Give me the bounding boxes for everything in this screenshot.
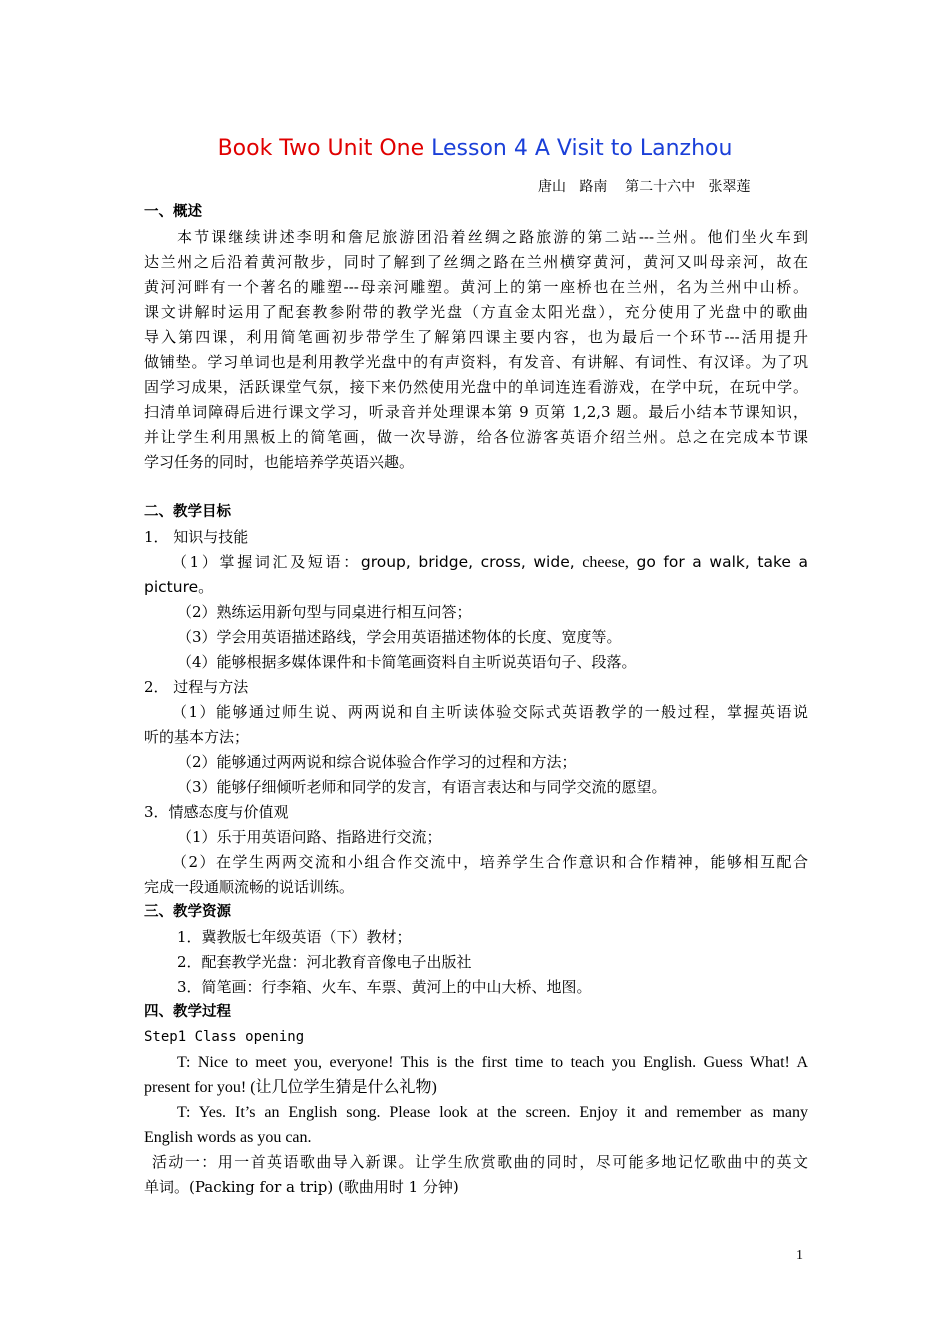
overview-line: 课文讲解时运用了配套教参附带的教学光盘（方直金太阳光盘），充分使用了光盘中的歌曲 xyxy=(144,303,808,321)
objective-item-cont: picture。 xyxy=(144,578,214,596)
overview-line: 并让学生利用黑板上的简笔画，做一次导游，给各位游客英语介绍兰州。总之在完成本节课 xyxy=(144,428,808,446)
subheading-process: 2． 过程与方法 xyxy=(144,678,249,696)
dialogue-line: T: Yes. It’s an English song. Please look at the screen. Enjoy it and remember as many xyxy=(177,1104,808,1121)
title-lesson: Lesson 4 A Visit to Lanzhou xyxy=(431,136,733,161)
objective-item-cont: 听的基本方法； xyxy=(144,728,250,746)
resource-item: 2．配套教学光盘：河北教育音像电子出版社 xyxy=(177,953,472,971)
page-number: 1 xyxy=(796,1248,803,1263)
objective-item: （2）能够通过两两说和综合说体验合作学习的过程和方法； xyxy=(177,753,577,771)
overview-line: 达兰州之后沿着黄河散步，同时了解到了丝绸之路在兰州横穿黄河，黄河又叫母亲河，故在 xyxy=(144,253,808,271)
dialogue-line: present for you! (让几位学生猜是什么礼物) xyxy=(144,1079,437,1096)
resource-item: 3．简笔画：行李箱、火车、车票、黄河上的中山大桥、地图。 xyxy=(177,978,592,996)
dialogue-line: English words as you can. xyxy=(144,1129,312,1146)
section-heading-resources: 三、教学资源 xyxy=(144,904,231,920)
objective-item: （1）乐于用英语问路、指路进行交流； xyxy=(177,828,442,846)
activity-line: 活动一：用一首英语歌曲导入新课。让学生欣赏歌曲的同时，尽可能多地记忆歌曲中的英文 xyxy=(152,1153,808,1171)
objective-item: （2）熟练运用新句型与同桌进行相互问答； xyxy=(177,603,472,621)
title-unit: Book Two Unit One xyxy=(217,136,425,161)
section-heading-overview: 一、概述 xyxy=(144,204,202,220)
overview-line: 本节课继续讲述李明和詹尼旅游团沿着丝绸之路旅游的第二站---兰州。他们坐火车到 xyxy=(177,228,808,246)
overview-line: 扫清单词障碍后进行课文学习，听录音并处理课本第 9 页第 1,2,3 题。最后小结本节课知识， xyxy=(144,403,808,421)
objective-item: （3）能够仔细倾听老师和同学的发言，有语言表达和与同学交流的愿望。 xyxy=(177,778,667,796)
subheading-attitude: 3．情感态度与价值观 xyxy=(144,803,289,821)
objective-item: （1）掌握词汇及短语：group, bridge, cross, wide, cheese, go for a walk, take a xyxy=(172,553,808,571)
objective-item: （2）在学生两两交流和小组合作交流中，培养学生合作意识和合作精神，能够相互配合 xyxy=(172,853,808,871)
author-line: 唐山 路南 第二十六中 张翠莲 xyxy=(538,179,751,195)
objective-item: （1）能够通过师生说、两两说和自主听读体验交际式英语教学的一般过程，掌握英语说 xyxy=(172,703,808,721)
vocab-words: group, bridge, cross, wide, xyxy=(360,553,583,571)
step-heading: Step1 Class opening xyxy=(144,1029,305,1045)
vocab-cheese: cheese, xyxy=(582,554,629,571)
overview-line: 学习任务的同时，也能培养学英语兴趣。 xyxy=(144,453,415,471)
document-body xyxy=(144,200,808,1200)
subheading-knowledge: 1． 知识与技能 xyxy=(144,528,249,546)
objective-item: （3）学会用英语描述路线，学会用英语描述物体的长度、宽度等。 xyxy=(177,628,622,646)
section-heading-objectives: 二、教学目标 xyxy=(144,504,231,520)
overview-line: 做铺垫。学习单词也是利用教学光盘中的有声资料，有发音、有讲解、有词性、有汉译。为了巩 xyxy=(144,353,808,371)
resource-item: 1．冀教版七年级英语（下）教材； xyxy=(177,928,412,946)
section-heading-process: 四、教学过程 xyxy=(144,1004,231,1020)
dialogue-line: T: Nice to meet you, everyone! This is the first time to teach you English. Guess What! A xyxy=(177,1054,808,1071)
objective-item: （4）能够根据多媒体课件和卡简笔画资料自主听说英语句子、段落。 xyxy=(177,653,637,671)
overview-line: 黄河河畔有一个著名的雕塑---母亲河雕塑。黄河上的第一座桥也在兰州，名为兰州中山桥。 xyxy=(144,278,808,296)
page-title xyxy=(0,134,950,164)
activity-line: 单词。(Packing for a trip) (歌曲用时 1 分钟) xyxy=(144,1178,459,1196)
objective-item-cont: 完成一段通顺流畅的说话训练。 xyxy=(144,878,355,896)
overview-line: 固学习成果，活跃课堂气氛，接下来仍然使用光盘中的单词连连看游戏，在学中玩，在玩中学。 xyxy=(144,378,808,396)
overview-line: 导入第四课，利用简笔画初步带学生了解第四课主要内容，也为最后一个环节---活用提升 xyxy=(144,328,808,346)
